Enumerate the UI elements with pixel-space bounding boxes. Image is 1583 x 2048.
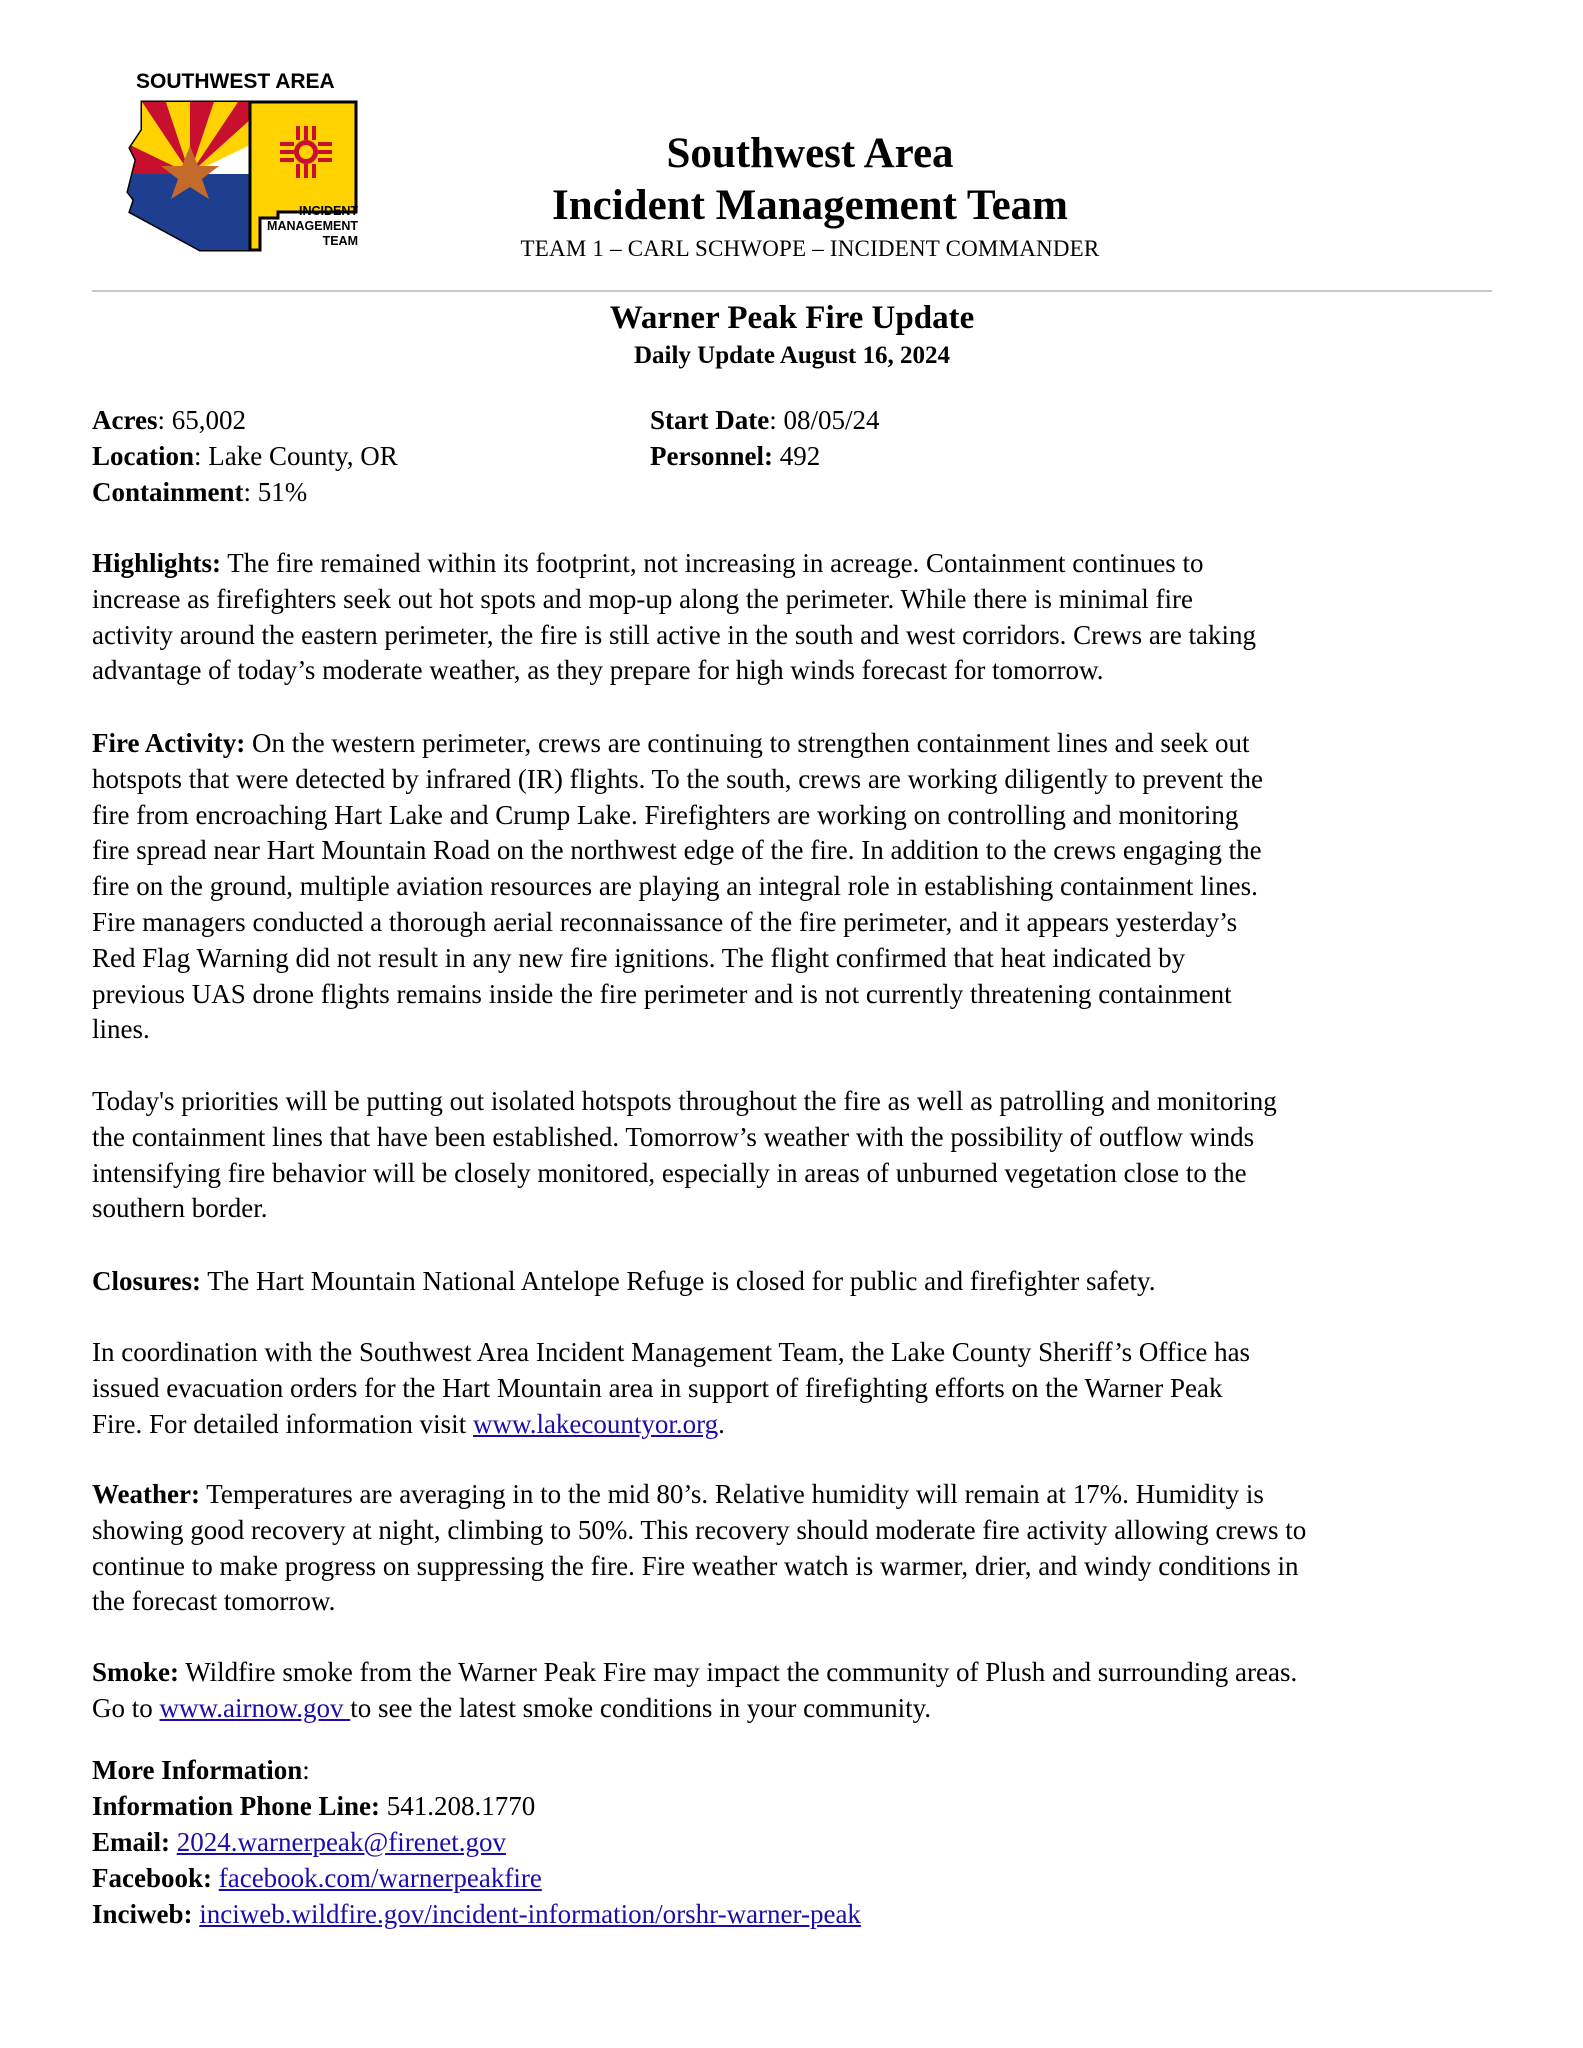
weather-paragraph: Weather: Temperatures are averaging in to the mid 80’s. Relative humidity will remain at 17%. Humidity is showing good recovery at night, climbing to 50%. This recovery should moderate fire activity allowing crews to continue to make progress on suppressing the fire. Fire weather watch is warmer, drier, and windy conditions in the forecast tomorrow. bbox=[92, 1479, 1307, 1617]
header-divider bbox=[92, 290, 1492, 292]
stats-left bbox=[92, 402, 398, 510]
info-facebook: Facebook: facebook.com/warnerpeakfire bbox=[92, 1863, 542, 1893]
info-phone-line: Information Phone Line: 541.208.1770 bbox=[92, 1791, 536, 1821]
airnow-link[interactable]: www.airnow.gov bbox=[159, 1692, 351, 1723]
stat-containment: Containment: 51% bbox=[92, 477, 308, 507]
evacuation-paragraph: In coordination with the Southwest Area Incident Management Team, the Lake County Sheriff’s Office has issued evacuation orders for the Hart Mountain area in support of firefighting efforts on the Warner Peak Fire. For detailed information visit www.lakecountyor.org. bbox=[92, 1337, 1251, 1439]
priorities-paragraph: Today's priorities will be putting out isolated hotspots throughout the fire as well as patrolling and monitoring the containment lines that have been established. Tomorrow’s weather with the possibility of outflow winds intensifying fire behavior will be closely monitored, especially in areas of unburned vegetation close to the southern border. bbox=[92, 1086, 1277, 1224]
org-name-line1: Southwest Area bbox=[666, 130, 954, 177]
more-information bbox=[92, 1752, 861, 1932]
inciweb-link[interactable]: inciweb.wildfire.gov/incident-information/orshr-warner-peak bbox=[199, 1899, 861, 1929]
more-info-heading: More Information: bbox=[92, 1755, 310, 1785]
fire-activity-paragraph: Fire Activity: On the western perimeter, crews are continuing to strengthen containment lines and seek out hotspots that were detected by infrared (IR) flights. To the south, crews are working diligently to prevent the fire from encroaching Hart Lake and Crump Lake. Firefighters are working on controlling and monitoring fire spread near Hart Mountain Road on the northwest edge of the fire. In addition to the crews engaging the fire on the ground, multiple aviation resources are playing an integral role in establishing containment lines. Fire managers conducted a thorough aerial reconnaissance of the fire perimeter, and it appears yesterday’s Red Flag Warning did not result in any new fire ignitions. The flight confirmed that heat indicated by previous UAS drone flights remains inside the fire perimeter and is not currently threatening containment lines. bbox=[92, 728, 1264, 1045]
lakecounty-link[interactable]: www.lakecountyor.org bbox=[472, 1408, 719, 1439]
email-link[interactable]: 2024.warnerpeak@firenet.gov bbox=[176, 1827, 506, 1857]
info-email: Email: 2024.warnerpeak@firenet.gov bbox=[92, 1827, 506, 1857]
info-inciweb: Inciweb: inciweb.wildfire.gov/incident-information/orshr-warner-peak bbox=[92, 1899, 861, 1929]
org-name-line2: Incident Management Team bbox=[552, 182, 1068, 229]
update-title-block bbox=[92, 296, 1492, 372]
stat-location: Location: Lake County, OR bbox=[92, 441, 398, 471]
document-header bbox=[440, 128, 1180, 264]
stat-personnel: Personnel: 492 bbox=[650, 441, 821, 471]
smoke-paragraph: Smoke: Wildfire smoke from the Warner Peak Fire may impact the community of Plush and surrounding areas. Go to www.airnow.gov to see the latest smoke conditions in your community. bbox=[92, 1657, 1298, 1723]
update-date: Daily Update August 16, 2024 bbox=[633, 342, 950, 369]
stat-acres: Acres: 65,002 bbox=[92, 405, 246, 435]
stats-right bbox=[650, 402, 879, 474]
logo-title: SOUTHWEST AREA bbox=[136, 70, 335, 93]
stat-start-date: Start Date: 08/05/24 bbox=[650, 405, 880, 435]
closures-paragraph: Closures: The Hart Mountain National Antelope Refuge is closed for public and firefighter safety. bbox=[92, 1266, 1156, 1296]
update-title: Warner Peak Fire Update bbox=[609, 300, 975, 336]
highlights-paragraph: Highlights: The fire remained within its footprint, not increasing in acreage. Containment continues to increase as firefighters seek out hot spots and mop-up along the perimeter. While there is minimal fire activity around the eastern perimeter, the fire is still active in the south and west corridors. Crews are taking advantage of today’s moderate weather, as they prepare for high winds forecast for tomorrow. bbox=[92, 548, 1257, 686]
logo-subtitle: INCIDENT MANAGEMENT TEAM bbox=[267, 204, 358, 248]
facebook-link[interactable]: facebook.com/warnerpeakfire bbox=[218, 1863, 542, 1893]
swimt-logo bbox=[120, 70, 360, 260]
team-line: TEAM 1 – CARL SCHWOPE – INCIDENT COMMANDER bbox=[520, 236, 1100, 261]
